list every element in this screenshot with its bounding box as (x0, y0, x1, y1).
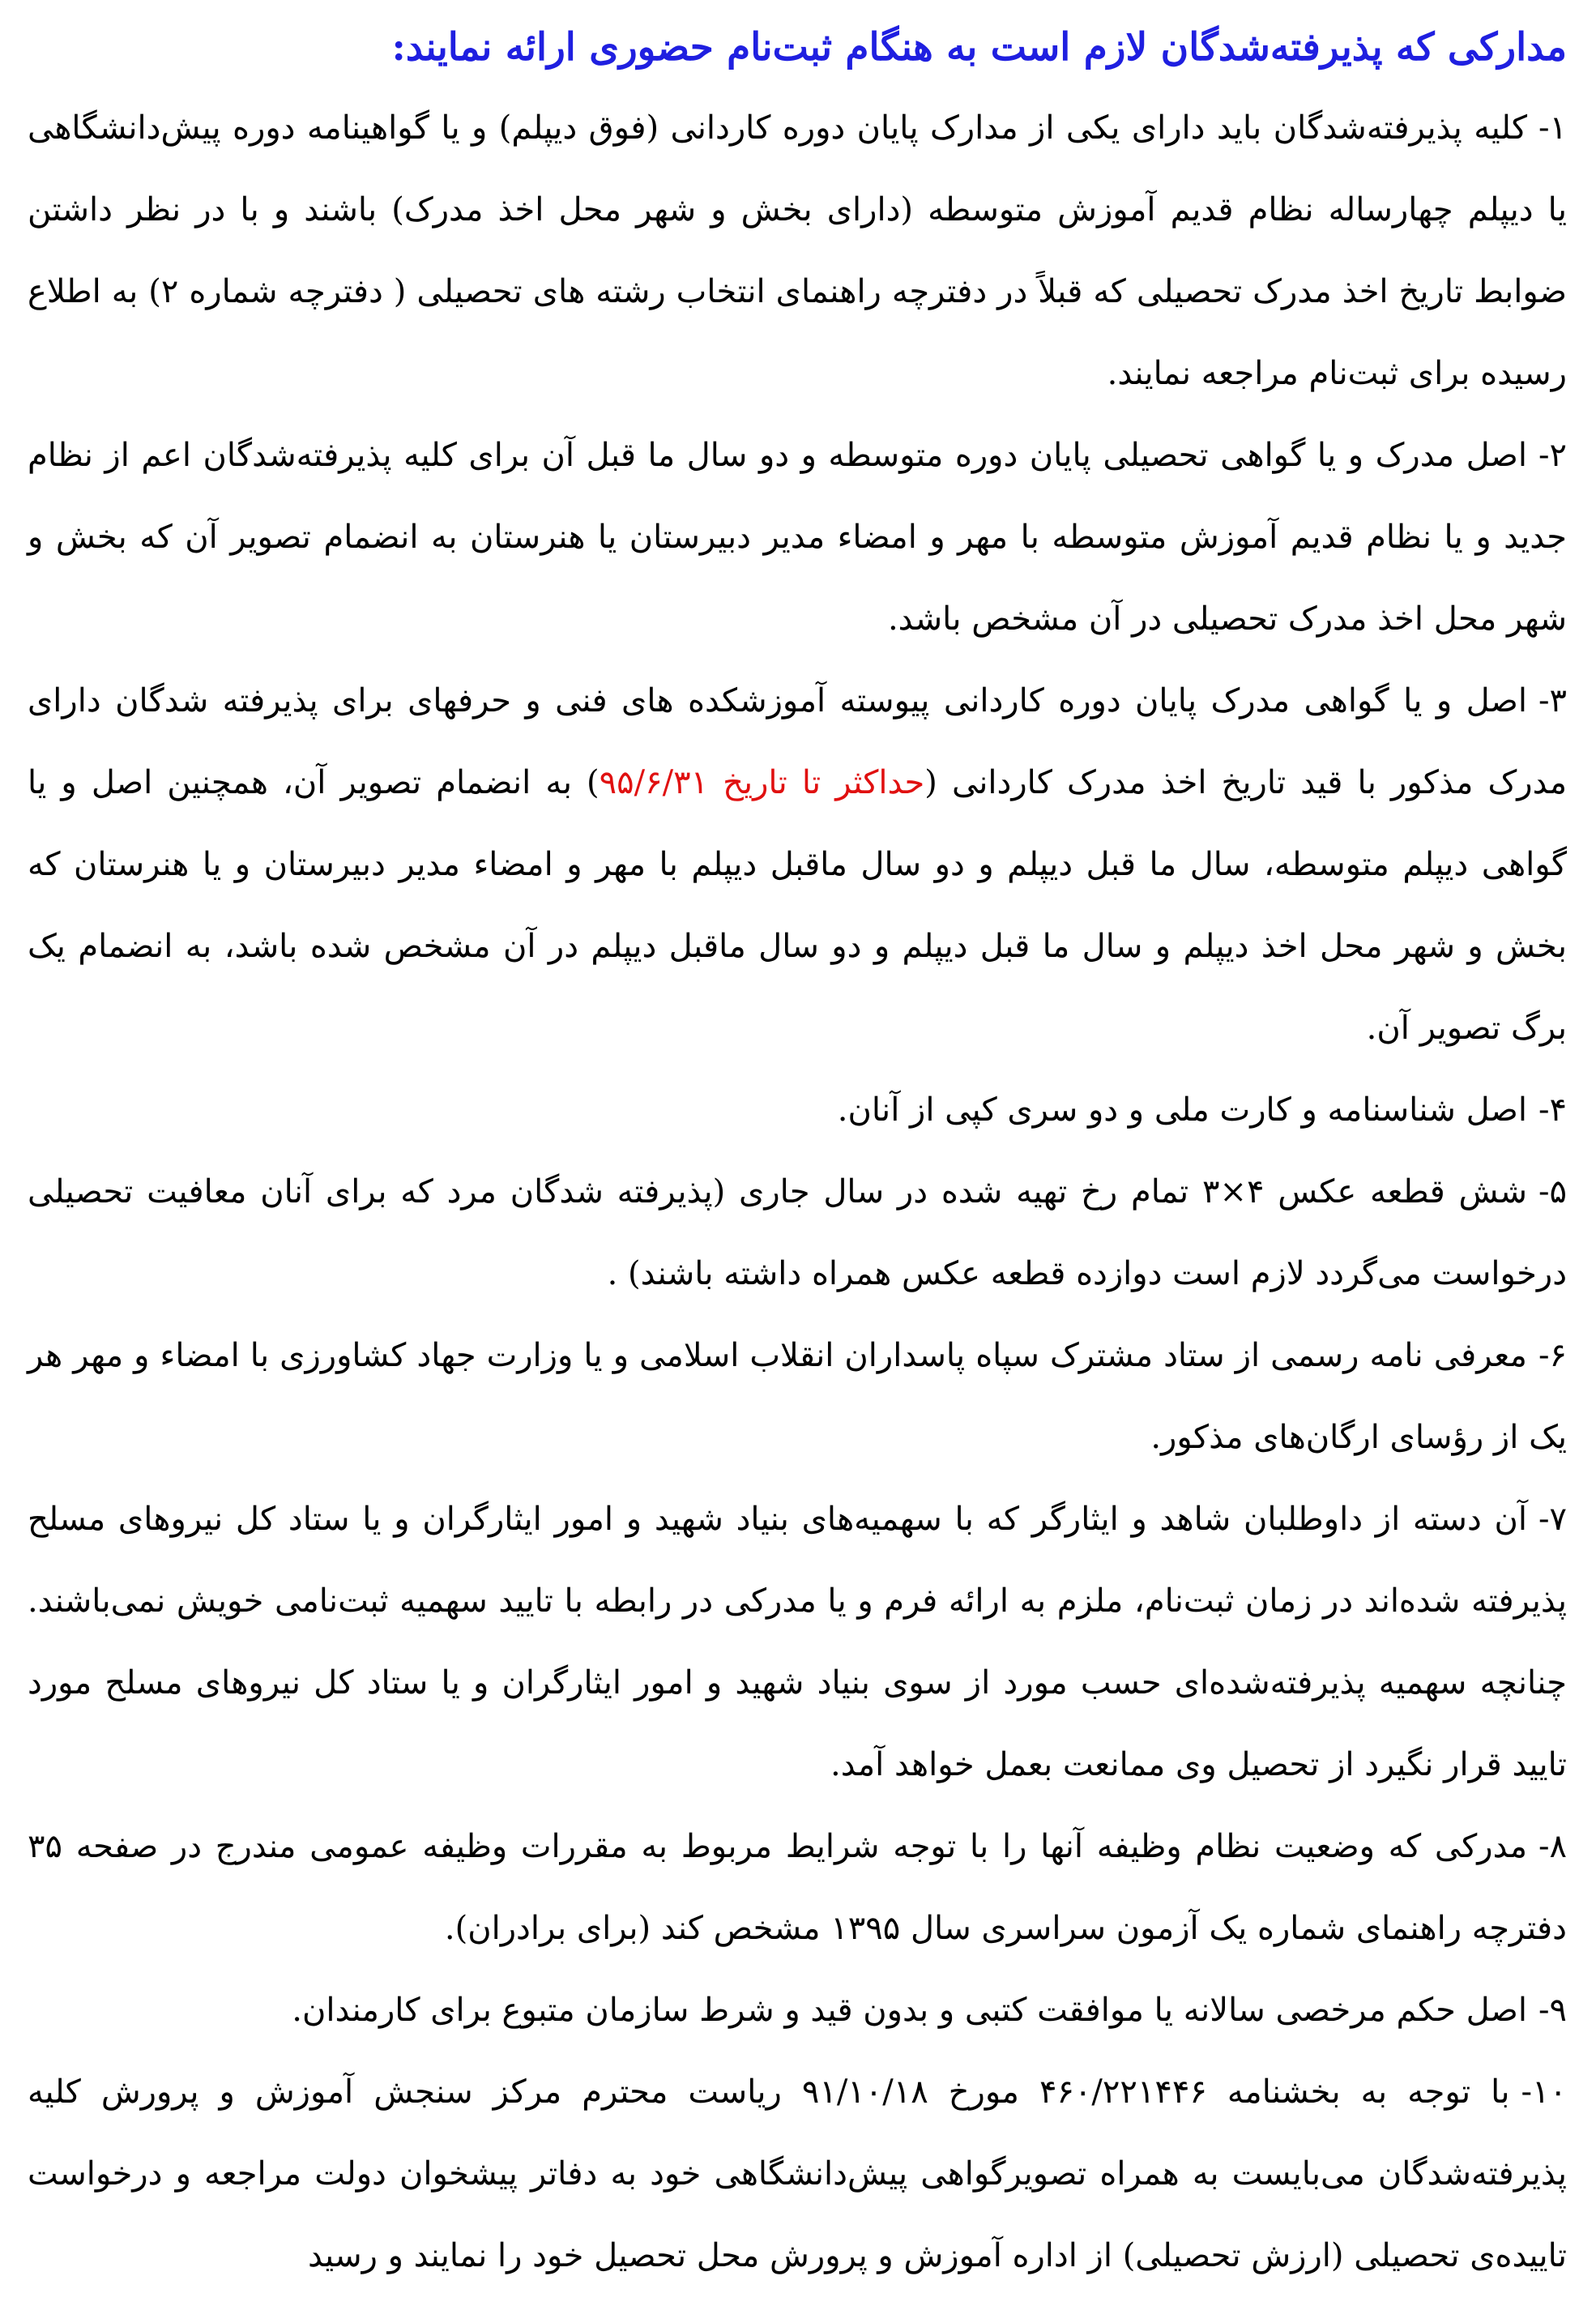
document-title: مدارکی که پذیرفته‌شدگان لازم است به هنگام ثبت‌نام حضوری ارائه نمایند: (391, 25, 1567, 70)
item-text: معرفی نامه رسمی از ستاد مشترک سپاه پاسداران انقلاب اسلامی و یا وزارت جهاد کشاورزی با امضاء و مهر هر یک از رؤسای ارگان‌های مذکور. (28, 1337, 1567, 1456)
item-number: ۱- (1538, 109, 1567, 147)
list-item-9 (28, 1970, 1567, 2052)
deadline-highlight: حداکثر تا تاریخ ۹۵/۶/۳۱ (599, 764, 925, 801)
item-number: ۲- (1538, 437, 1567, 474)
item-text-before: اصل و یا گواهی مدرک پایان دوره کاردانی پیوسته آموزشکده های فنی و حرفهای برای پذیرفته شدگان دارای مدرک مذکور با قید تاریخ اخذ مدرک کاردانی ( (28, 682, 1568, 801)
list-item-3 (28, 660, 1567, 1070)
item-text: با توجه به بخشنامه ۴۶۰/۲۲۱۴۴۶ مورخ ۹۱/۱۰/۱۸ ریاست محترم مرکز سنجش آموزش و پرورش کلیه پذیرفته‌شدگان می‌بایست به همراه تصویرگواهی پیش‌دانشگاهی خود به دفاتر پیشخوان دولت مراجعه و درخواست تاییده‌ی تحصیلی (ارزش تحصیلی) از اداره آموزش و پرورش محل تحصیل خود را نمایند و رسید (28, 2073, 1568, 2274)
list-item-6 (28, 1315, 1567, 1479)
item-text: اصل مدرک و یا گواهی تحصیلی پایان دوره متوسطه و دو سال ما قبل آن برای کلیه پذیرفته‌شدگان اعم از نظام جدید و یا نظام قدیم آموزش متوسطه با مهر و امضاء مدیر دبیرستان یا هنرستان به انضمام تصویر آن که بخش و شهر محل اخذ مدرک تحصیلی در آن مشخص باشد. (28, 437, 1567, 638)
item-number: ۴- (1538, 1091, 1567, 1129)
item-number: ۸- (1538, 1828, 1567, 1865)
item-text: اصل شناسنامه و کارت ملی و دو سری کپی از آنان. (837, 1091, 1527, 1129)
list-item-4 (28, 1070, 1567, 1151)
list-item-1 (28, 88, 1567, 415)
item-number: ۹- (1538, 1992, 1567, 2029)
item-number: ۱۰- (1521, 2073, 1567, 2111)
item-number: ۳- (1538, 682, 1567, 720)
item-text: مدرکی که وضعیت نظام وظیفه آنها را با توجه شرایط مربوط به مقررات وظیفه عمومی مندرج در صفحه ۳۵ دفترچه راهنمای شماره یک آزمون سراسری سال ۱۳۹۵ مشخص کند (برای برادران). (28, 1828, 1567, 1947)
list-item-8 (28, 1806, 1567, 1970)
item-number: ۶- (1538, 1337, 1567, 1374)
list-item-7 (28, 1479, 1567, 1806)
item-number: ۵- (1538, 1173, 1567, 1211)
item-text: شش قطعه عکس ۴×۳ تمام رخ تهیه شده در سال جاری (پذیرفته شدگان مرد که برای آنان معافیت تحصیلی درخواست می‌گردد لازم است دوازده قطعه عکس همراه داشته باشند) . (28, 1173, 1567, 1292)
list-item-5 (28, 1151, 1567, 1315)
list-item-10 (28, 2052, 1567, 2297)
item-number: ۷- (1538, 1501, 1567, 1538)
list-item-2 (28, 415, 1567, 660)
item-text: کلیه پذیرفته‌شدگان باید دارای یکی از مدارک پایان دوره کاردانی (فوق دیپلم) و یا گواهینامه دوره پیش‌دانشگاهی یا دیپلم چهارساله نظام قدیم آموزش متوسطه (دارای بخش و شهر محل اخذ مدرک) باشند و با در نظر داشتن ضوابط تاریخ اخذ مدرک تحصیلی که قبلاً در دفترچه راهنمای انتخاب رشته های تحصیلی ( دفترچه شماره ۲) به اطلاع رسیده برای ثبت‌نام مراجعه نمایند. (28, 109, 1568, 392)
item-text: آن دسته از داوطلبان شاهد و ایثارگر که با سهمیه‌های بنیاد شهید و امور ایثارگران و یا ستاد کل نیروهای مسلح پذیرفته شده‌اند در زمان ثبت‌نام، ملزم به ارائه فرم و یا مدرکی در رابطه با تایید سهمیه ثبت‌نامی خویش نمی‌باشند. چنانچه سهمیه پذیرفته‌شده‌ای حسب مورد از سوی بنیاد شهید و امور ایثارگران و یا ستاد کل نیروهای مسلح مورد تایید قرار نگیرد از تحصیل وی ممانعت بعمل خواهد آمد. (28, 1501, 1567, 1783)
item-text: اصل حکم مرخصی سالانه یا موافقت کتبی و بدون قید و شرط سازمان متبوع برای کارمندان. (292, 1992, 1527, 2029)
item-text-after: ) به انضمام تصویر آن، همچنین اصل و یا گواهی دیپلم متوسطه، سال ما قبل دیپلم و دو سال ماقبل دیپلم با مهر و امضاء مدیر دبیرستان و یا هنرستان که بخش و شهر محل اخذ دیپلم و سال ما قبل دیپلم و دو سال ماقبل دیپلم در آن مشخص شده باشد، به انضمام یک برگ تصویر آن. (28, 764, 1567, 1047)
